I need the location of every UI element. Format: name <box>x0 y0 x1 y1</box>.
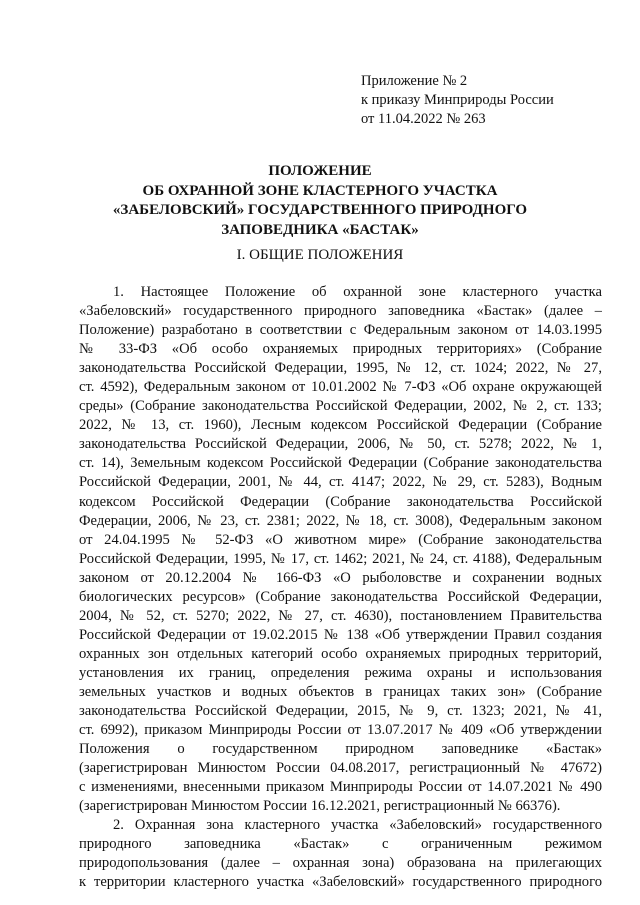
text-line: Положение) разработано в соответствии с Федеральным законом от 14.03.1995 <box>79 322 602 339</box>
text-line: законодательства Российской Федерации, 2015, № 9, ст. 1323; 2021, № 41, <box>79 703 602 720</box>
appendix-order: к приказу Минприроды России <box>361 92 554 108</box>
section-heading: I. ОБЩИЕ ПОЛОЖЕНИЯ <box>236 247 404 263</box>
text-line: с изменениями, внесенными приказом Минприроды России от 14.07.2021 № 490 <box>79 779 602 796</box>
appendix-reference <box>361 72 554 129</box>
text-line: к территории кластерного участка «Забеловский» государственного природного <box>79 874 602 891</box>
text-line: «Забеловский» государственного природного заповедника «Бастак» (далее – <box>79 303 602 320</box>
text-line: биологических ресурсов» (Собрание законодательства Российской Федерации, <box>79 588 602 605</box>
document-body <box>79 283 602 893</box>
text-line: (зарегистрирован Минюстом России 16.12.2021, регистрационный № 66376). <box>79 798 561 815</box>
text-line: охранных зон отдельных категорий особо охраняемых природных территорий, <box>79 645 602 662</box>
text-line: Российской Федерации от 19.02.2015 № 138 «Об утверждении Правил создания <box>79 626 602 643</box>
text-line: № 33-ФЗ «Об особо охраняемых природных территориях» (Собрание <box>79 341 602 358</box>
text-line: ст. 6992), приказом Минприроды России от 13.07.2017 № 409 «Об утверждении <box>79 722 602 739</box>
text-line: 2022, № 13, ст. 1960), Лесным кодексом Российской Федерации (Собрание <box>79 417 602 434</box>
text-line: от 24.04.1995 № 52-ФЗ «О животном мире» (Собрание законодательства <box>79 531 602 548</box>
text-line: 1. Настоящее Положение об охранной зоне кластерного участка <box>113 284 602 300</box>
appendix-number: Приложение № 2 <box>361 73 468 89</box>
text-line: (зарегистрирован Минюстом России 04.08.2017, регистрационный № 47672) <box>79 760 602 777</box>
text-line: природного заповедника «Бастак» с ограниченным режимом <box>79 836 602 853</box>
title-line: ЗАПОВЕДНИКА «БАСТАК» <box>221 221 419 238</box>
text-line: ст. 4592), Федеральным законом от 10.01.2002 № 7-ФЗ «Об охране окружающей <box>79 379 602 396</box>
text-line: природопользования (далее – охранная зона) образована на прилегающих <box>79 855 602 872</box>
title-line: «ЗАБЕЛОВСКИЙ» ГОСУДАРСТВЕННОГО ПРИРОДНОГО <box>112 202 528 218</box>
appendix-date: от 11.04.2022 № 263 <box>361 111 486 127</box>
text-line: законодательства Российской Федерации, 1995, № 12, ст. 1024; 2022, № 27, <box>79 360 602 377</box>
paragraph-2 <box>79 816 602 892</box>
document-title <box>0 162 640 240</box>
text-line: законодательства Российской Федерации, 2006, № 50, ст. 5278; 2022, № 1, <box>79 436 602 453</box>
paragraph-1 <box>79 283 602 816</box>
text-line: ст. 14), Земельным кодексом Российской Федерации (Собрание законодательства <box>79 455 602 472</box>
text-line: Федерации, 2006, № 23, ст. 2381; 2022, № 18, ст. 3008), Федеральным законом <box>79 512 602 529</box>
title-line: ОБ ОХРАННОЙ ЗОНЕ КЛАСТЕРНОГО УЧАСТКА <box>142 182 498 199</box>
text-line: кодексом Российской Федерации (Собрание законодательства Российской <box>79 493 602 510</box>
text-line: среды» (Собрание законодательства Российской Федерации, 2002, № 2, ст. 133; <box>79 398 602 415</box>
text-line: Российской Федерации, 2001, № 44, ст. 4147; 2022, № 29, ст. 5283), Водным <box>79 474 602 491</box>
text-line: законом от 20.12.2004 № 166-ФЗ «О рыболовстве и сохранении водных <box>79 569 602 586</box>
text-line: Российской Федерации, 1995, № 17, ст. 1462; 2021, № 24, ст. 4188), Федеральным <box>79 550 602 567</box>
text-line: Положения о государственном природном заповеднике «Бастак» <box>79 741 602 758</box>
text-line: установления их границ, определения режима охраны и использования <box>79 664 602 681</box>
text-line: 2004, № 52, ст. 5270; 2022, № 27, ст. 4630), постановлением Правительства <box>79 607 602 624</box>
text-line: земельных участков и водных объектов в границах таких зон» (Собрание <box>79 683 602 700</box>
text-line: 2. Охранная зона кластерного участка «Забеловский» государственного <box>113 817 602 834</box>
title-line: ПОЛОЖЕНИЕ <box>268 163 372 179</box>
